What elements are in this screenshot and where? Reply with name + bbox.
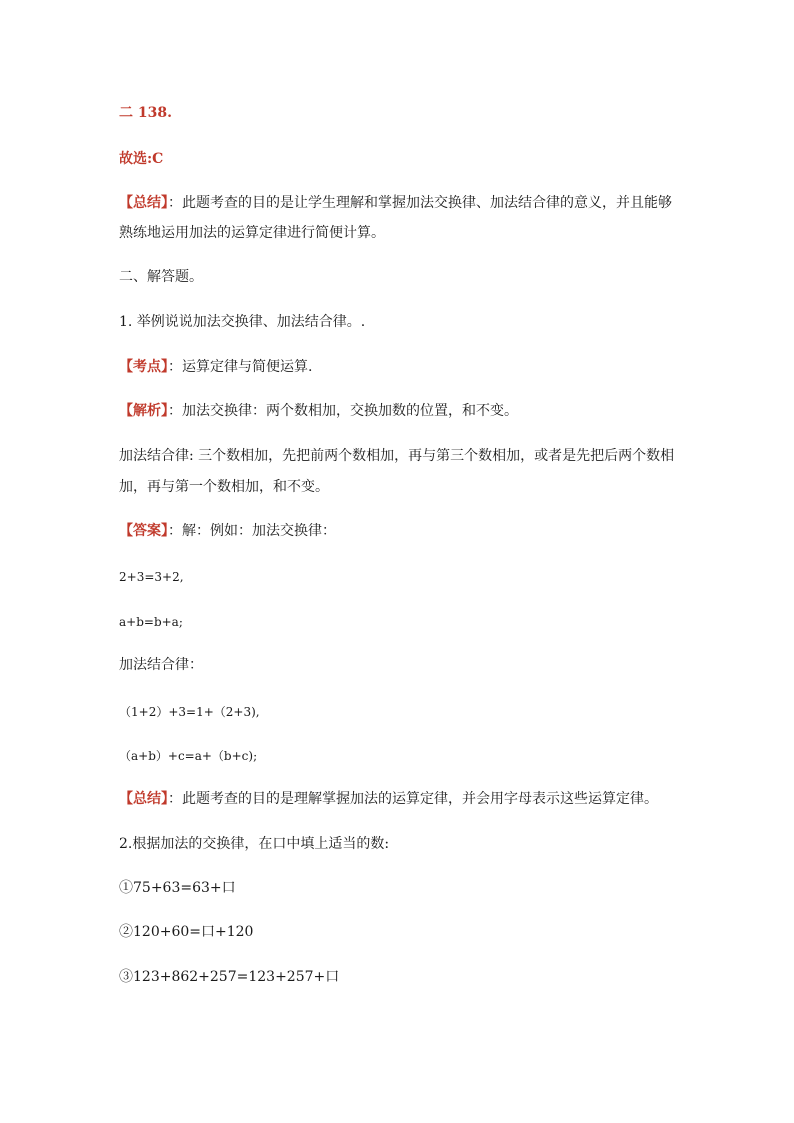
associative-definition: 加法结合律: 三个数相加，先把前两个数相加，再与第三个数相加，或者是先把后两个数相	[119, 448, 675, 464]
associative-label: 加法结合律：	[119, 657, 203, 673]
example-commutative-letters: a+b=b+a;	[119, 615, 183, 629]
summary2-line	[119, 789, 658, 809]
summary2-tag: 【总结】	[119, 791, 168, 807]
topic-tag: 【考点】	[119, 359, 168, 375]
summary2-text: ：此题考查的目的是理解掌握加法的运算定律，并会用字母表示这些运算定律。	[168, 791, 658, 807]
section-heading: 二、解答题。	[119, 269, 203, 285]
summary-line	[119, 193, 672, 213]
answer-text: ：解：例如：加法交换律：	[168, 523, 336, 539]
exercise-2: ②120+60=口+120	[119, 924, 254, 940]
analysis-text: ：加法交换律：两个数相加，交换加数的位置，和不变。	[168, 403, 518, 419]
summary-text: ：此题考查的目的是让学生理解和掌握加法交换律、加法结合律的意义，并且能够	[168, 195, 672, 211]
answer-line	[119, 521, 336, 541]
example-commutative-numbers: 2+3=3+2,	[119, 570, 184, 584]
question-1: 1. 举例说说加法交换律、加法结合律。.	[119, 314, 366, 330]
analysis-tag: 【解析】	[119, 403, 168, 419]
exercise-1: ①75+63=63+口	[119, 880, 236, 896]
topic-line	[119, 357, 312, 377]
answer-fragment: 二 138.	[119, 105, 172, 121]
summary-continuation: 熟练地运用加法的运算定律进行简便计算。	[119, 225, 385, 241]
example-associative-letters: （a+b）+c=a+（b+c);	[119, 749, 258, 763]
question-2: 2.根据加法的交换律，在口中填上适当的数:	[119, 836, 390, 852]
topic-text: ：运算定律与简便运算.	[168, 359, 313, 375]
choice-line: 故选:C	[119, 151, 164, 167]
exercise-3: ③123+862+257=123+257+口	[119, 969, 340, 985]
example-associative-numbers: （1+2）+3=1+（2+3),	[119, 705, 260, 719]
analysis-line	[119, 401, 518, 421]
summary-tag: 【总结】	[119, 195, 168, 211]
answer-tag: 【答案】	[119, 523, 168, 539]
associative-definition-continuation: 加，再与第一个数相加，和不变。	[119, 479, 329, 495]
